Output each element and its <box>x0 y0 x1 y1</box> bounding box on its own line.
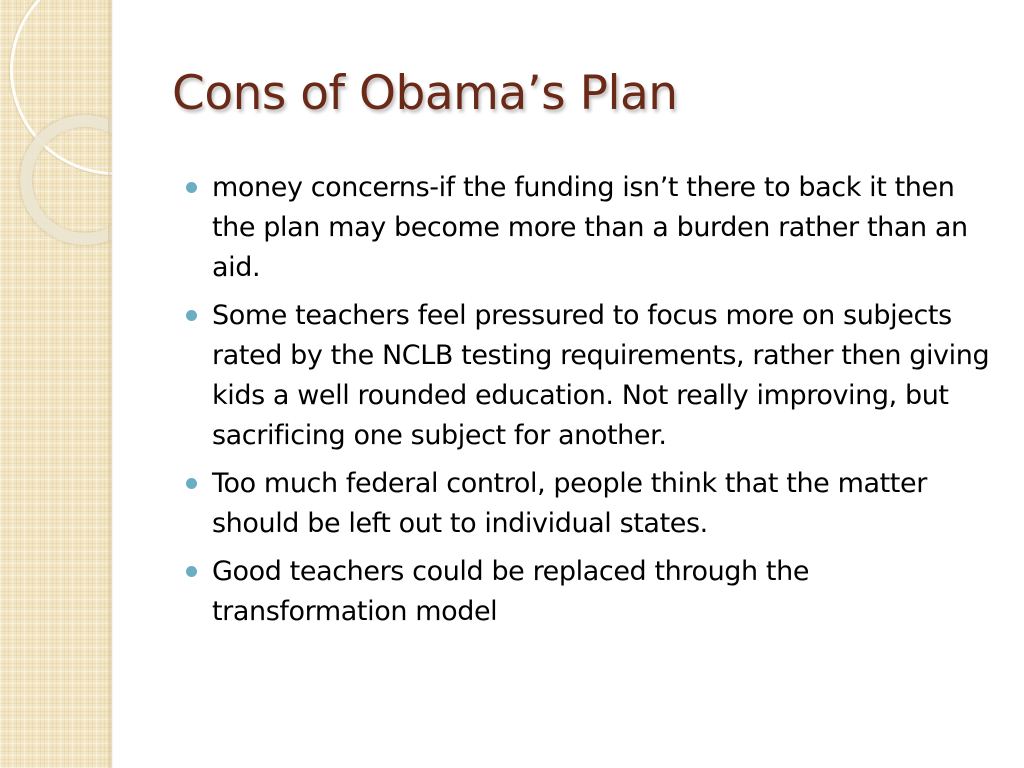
bullet-item <box>186 464 996 544</box>
bullet-list <box>186 168 996 640</box>
bullet-item <box>186 552 996 632</box>
bullet-item <box>186 168 996 288</box>
side-panel-edge <box>108 0 114 768</box>
bullet-text: money concerns-if the funding isn’t there to back it then the plan may become more than a burden rather than an aid. <box>212 172 968 283</box>
bullet-text: Some teachers feel pressured to focus more on subjects rated by the NCLB testing requirements, rather then giving kids a well rounded education. Not really improving, but sacrificing one subject for another. <box>212 300 990 451</box>
bullet-dot-icon <box>186 182 197 193</box>
bullet-dot-icon <box>186 310 197 321</box>
bullet-dot-icon <box>186 478 197 489</box>
bullet-text: Good teachers could be replaced through the transformation model <box>212 556 810 627</box>
decorative-side-panel <box>0 0 112 768</box>
bullet-dot-icon <box>186 566 197 577</box>
bullet-text: Too much federal control, people think that the matter should be left out to individual states. <box>212 468 927 539</box>
slide-title: Cons of Obama’s Plan <box>172 66 678 121</box>
bullet-item <box>186 296 996 456</box>
